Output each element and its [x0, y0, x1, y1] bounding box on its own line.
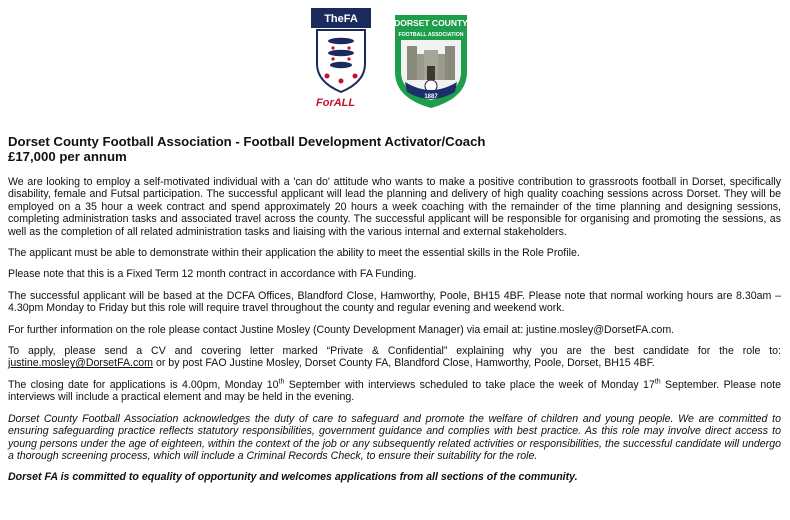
- closing-text-b: September with interviews scheduled to take place the week of Monday 17: [284, 378, 655, 391]
- fa-top-text: TheFA: [324, 13, 358, 25]
- closing-sup-1: th: [278, 378, 285, 386]
- contract-paragraph: Please note that this is a Fixed Term 12 month contract in accordance with FA Funding.: [8, 268, 417, 281]
- job-title: Dorset County Football Association - Football Development Activator/Coach: [8, 134, 486, 149]
- apply-email-link[interactable]: justine.mosley@DorsetFA.com: [8, 357, 153, 370]
- fa-for-all-text: [316, 97, 355, 109]
- closing-sup-2: th: [654, 378, 661, 386]
- closing-text-a: The closing date for applications is 4.00pm, Monday 10: [8, 378, 279, 391]
- job-advert: [8, 134, 781, 493]
- apply-text-end: or by post FAO Justine Mosley, Dorset County FA, Blandford Close, Hamworthy, Poole, Dorset, BH15 4BF.: [153, 357, 655, 370]
- safeguarding-paragraph: Dorset County Football Association acknowledges the duty of care to safeguard and promote the welfare of children and young people. We are committed to ensuring safeguarding practice reflects statutory responsibilities, government guidance and complies with best practice. As this role may involve direct access to young persons under the age of eighteen, within the context of the job or any subsequently related activities or responsibilities, the successful candidate will undergo a thorough screening process, which will include a Criminal Records Check, to ensure their suitability for the role.: [8, 412, 781, 462]
- three-lions-icon: [328, 38, 354, 68]
- apply-paragraph: [8, 345, 781, 370]
- equality-statement: Dorset FA is committed to equality of opportunity and welcomes applications from all sections of the community.: [8, 471, 578, 484]
- role-profile-paragraph: The applicant must be able to demonstrate within their application the ability to meet the essential skills in the Role Profile.: [8, 247, 580, 260]
- dorset-county-fa-badge: [393, 12, 469, 110]
- intro-paragraph: We are looking to employ a self-motivated individual with a 'can do' attitude who wants to make a positive contribution to grassroots football in Dorset, specifically disability, female and Futsal participation. The successful applicant will lead the planning and delivery of high quality coaching sessions across Dorset. They will be employed on a 35 hour a week contract and spend approximately 20 hours a week coaching with the remainder of the time planning and designing sessions, completing administration tasks and associated travel across the county. The successful applicant will be responsible for organising and promoting the sessions, as well as the completion of all related administration tasks and liaising with the various internal and external stakeholders.: [8, 176, 781, 238]
- dorset-year-text: 1887: [424, 94, 438, 100]
- apply-text-start: To apply, please send a CV and covering letter marked “Private & Confidential” explaining why you are the best candidate for the role to:: [8, 345, 781, 358]
- logo-header: [0, 6, 790, 112]
- castle-icon: [407, 46, 455, 80]
- location-paragraph: The successful applicant will be based at the DCFA Offices, Blandford Close, Hamworthy, Poole, BH15 4BF. Please note that normal working hours are 8.30am – 4.30pm Monday to Friday but this role will require travel throughout the county and regular evening and weekend work.: [8, 289, 781, 315]
- closing-text-c: September. Please note interviews will include a practical element and may be held in the evening.: [8, 378, 781, 404]
- dorset-badge-title: DORSET COUNTY: [394, 18, 468, 28]
- dorset-badge-subtitle: FOOTBALL ASSOCIATION: [398, 32, 464, 38]
- contact-paragraph: For further information on the role please contact Justine Mosley (County Development Manager) via email at: justine.mosley@DorsetFA.com.: [8, 323, 675, 336]
- the-fa-for-all-logo: [311, 8, 371, 110]
- job-salary: £17,000 per annum: [8, 149, 127, 164]
- fa-for-text: For: [316, 97, 334, 109]
- closing-date-paragraph: [8, 379, 781, 404]
- fa-all-text: ALL: [333, 97, 356, 109]
